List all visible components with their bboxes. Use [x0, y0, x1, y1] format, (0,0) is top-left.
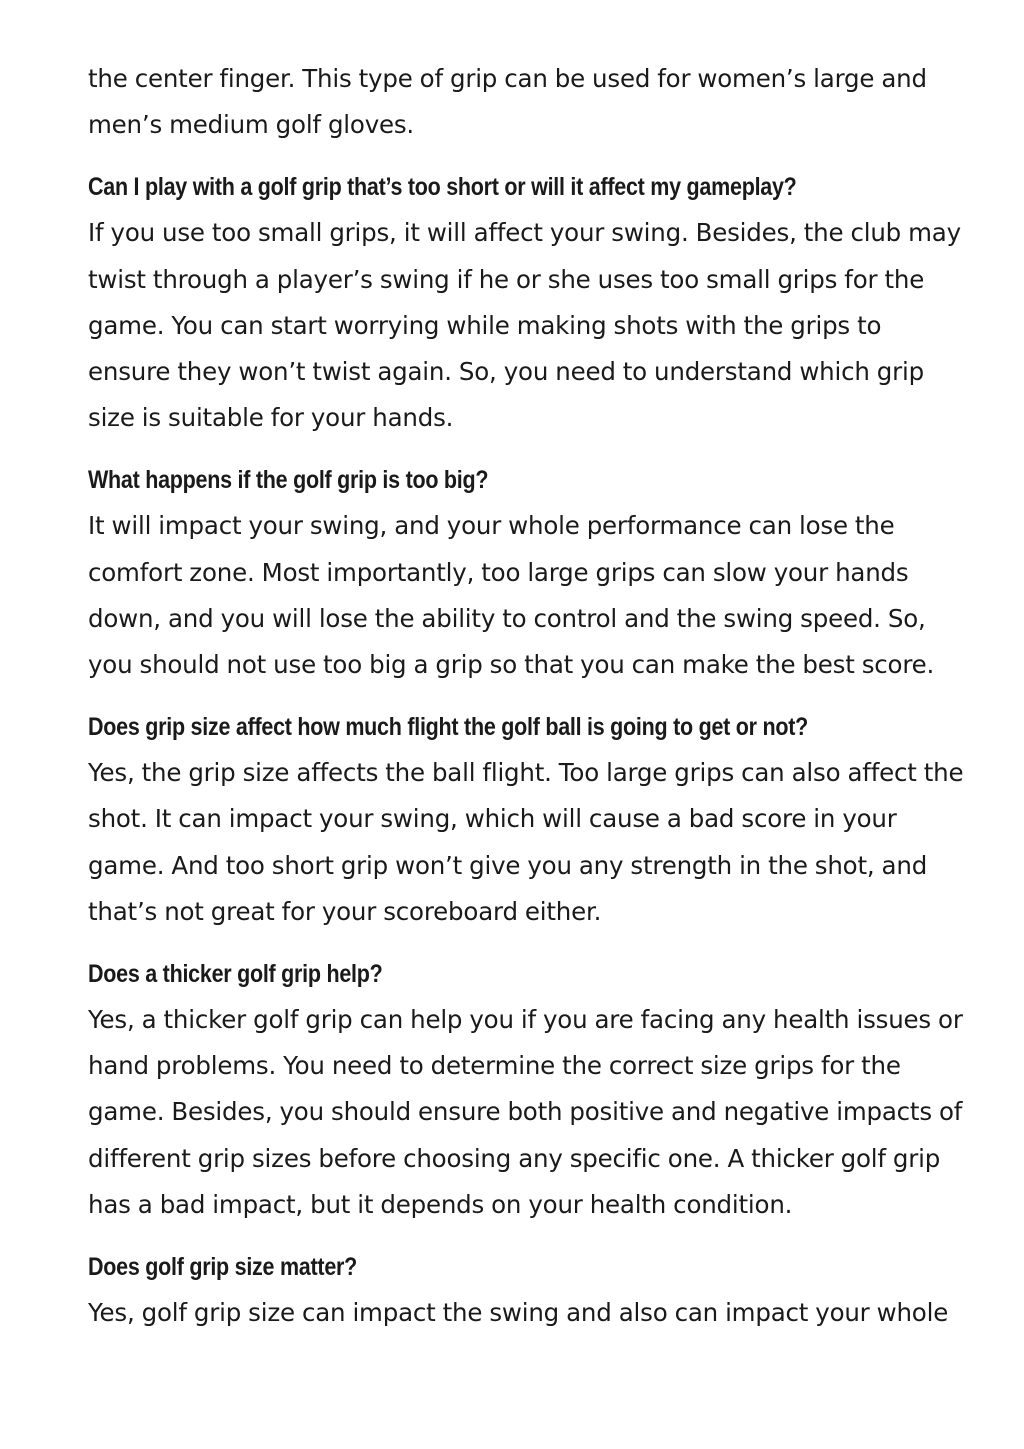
- faq-item: [88, 1244, 968, 1336]
- faq-answer: Yes, a thicker golf grip can help you if you are facing any health issues or hand problems. You need to determine the correct size grips for the game. Besides, you should ensure both positive and negative impacts of different grip sizes before choosing any specific one. A thicker golf grip has a bad impact, but it depends on your health condition.: [88, 1005, 963, 1219]
- faq-question: Does golf grip size matter?: [88, 1253, 358, 1282]
- faq-answer: If you use too small grips, it will affect your swing. Besides, the club may twist through a player’s swing if he or she uses too small grips for the game. You can start worrying while making shots with the grips to ensure they won’t twist again. So, you need to understand which grip size is suitable for your hands.: [88, 218, 961, 433]
- intro-paragraph: the center finger. This type of grip can be used for women’s large and men’s medium golf gloves.: [88, 64, 927, 140]
- faq-answer: Yes, the grip size affects the ball flight. Too large grips can also affect the shot. It can impact your swing, which will cause a bad score in your game. And too short grip won’t give you any strength in the shot, and that’s not great for your scoreboard either.: [88, 758, 964, 926]
- faq-question: Does a thicker golf grip help?: [88, 960, 383, 989]
- faq-question: What happens if the golf grip is too big?: [88, 466, 489, 495]
- faq-answer: Yes, golf grip size can impact the swing and also can impact your whole: [88, 1298, 949, 1328]
- faq-answer: It will impact your swing, and your whole performance can lose the comfort zone. Most importantly, too large grips can slow your hands down, and you will lose the ability to control and the swing speed. So, you should not use too big a grip so that you can make the best score.: [88, 511, 935, 680]
- faq-item: [88, 951, 968, 1228]
- faq-item: [88, 164, 968, 441]
- document-page: [88, 56, 968, 1352]
- faq-question: Does grip size affect how much flight the golf ball is going to get or not?: [88, 713, 809, 742]
- faq-item: [88, 457, 968, 688]
- faq-question: Can I play with a golf grip that’s too short or will it affect my gameplay?: [88, 173, 797, 202]
- faq-item: [88, 704, 968, 935]
